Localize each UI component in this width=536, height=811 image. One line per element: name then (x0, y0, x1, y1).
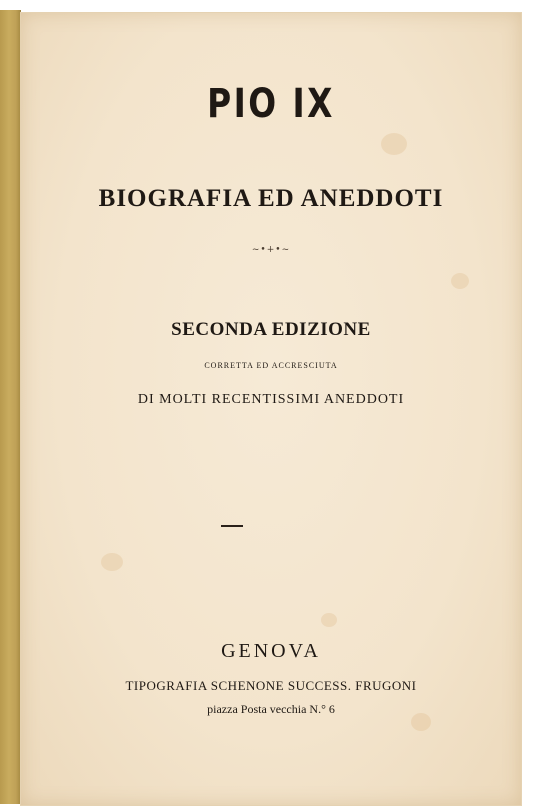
foxing-spot (381, 133, 407, 155)
edition-note: CORRETTA ED ACCRESCIUTA (204, 361, 338, 370)
foxing-spot (321, 613, 337, 627)
foxing-spot (101, 553, 123, 571)
book-title: PIO IX (207, 81, 335, 127)
foxing-spot (451, 273, 469, 289)
printer-address: piazza Posta vecchia N.° 6 (207, 702, 335, 716)
book-subtitle: BIOGRAFIA ED ANEDDOTI (98, 185, 444, 212)
book-spine-edge (0, 10, 21, 804)
printer-name: TIPOGRAFIA SCHENONE SUCCESS. FRUGONI (125, 678, 417, 693)
title-page (20, 12, 522, 806)
edition-addition: DI MOLTI RECENTISSIMI ANEDDOTI (137, 392, 405, 407)
ornament-divider: ~•+•~ (251, 245, 291, 255)
edition-label: SECONDA EDIZIONE (171, 319, 371, 340)
publication-city: GENOVA (221, 640, 321, 662)
separator-rule (221, 525, 243, 527)
